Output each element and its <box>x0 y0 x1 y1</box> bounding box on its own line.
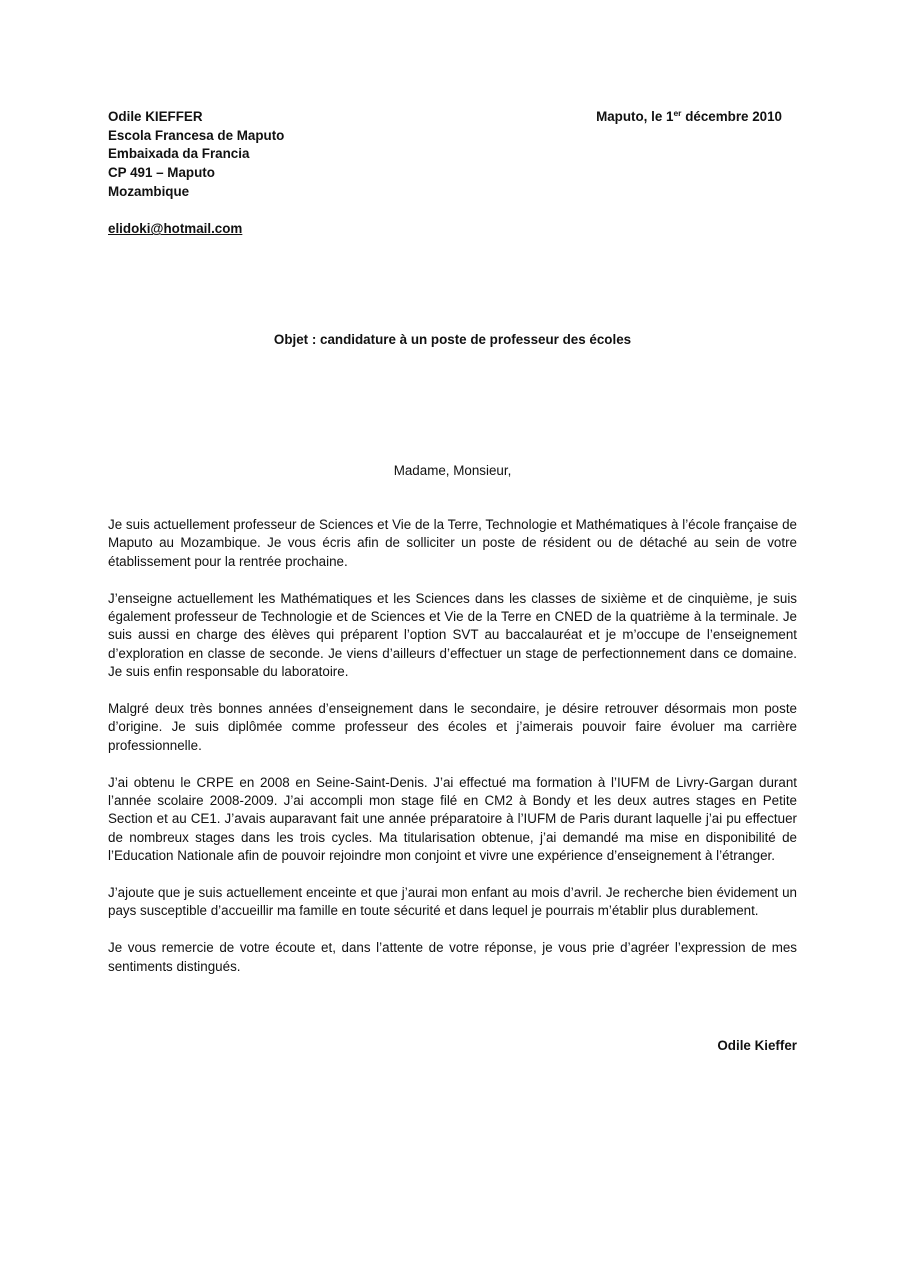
sender-name: Odile KIEFFER <box>108 109 203 124</box>
sender-block <box>108 108 468 239</box>
sender-postal-address: CP 491 – Maputo <box>108 165 215 181</box>
body-paragraph: J’enseigne actuellement les Mathématiques et les Sciences dans les classes de sixième et de cinquième, je suis également professeur de Technologie et de Sciences et Vie de la Terre en CNED de la quatrième à la terminale. Je suis aussi en charge des élèves qui préparent l’option SVT au baccalauréat et je m’occupe de l’enseignement d’exploration en classe de seconde. Je viens d’ailleurs d’effectuer un stage de perfectionnement dans ce domaine. Je suis enfin responsable du laboratoire. <box>108 590 797 680</box>
body-paragraph: Malgré deux très bonnes années d’enseignement dans le secondaire, je désire retrouver désormais mon poste d’origine. Je suis diplômée comme professeur des écoles et j’aimerais pouvoir faire évoluer ma carrière professionnelle. <box>108 701 797 753</box>
body-paragraph: Je suis actuellement professeur de Sciences et Vie de la Terre, Technologie et Mathématiques à l’école française de Maputo au Mozambique. Je vous écris afin de solliciter un poste de résident ou de détaché au sein de votre établissement pour la rentrée prochaine. <box>108 517 797 569</box>
sender-school: Escola Francesa de Maputo <box>108 127 285 143</box>
body-paragraph: J’ajoute que je suis actuellement enceinte et que j’aurai mon enfant au mois d’avril. Je recherche bien évidement un pays susceptible d’accueillir ma famille en toute sécurité et dans lequel je pourrais m’établir plus durablement. <box>108 885 797 919</box>
body-paragraph: J’ai obtenu le CRPE en 2008 en Seine-Saint-Denis. J’ai effectué ma formation à l’IUFM de Livry-Gargan durant l’année scolaire 2008-2009. J’ai accompli mon stage filé en CM2 à Bondy et les deux autres stages en Petite Section et au CE1. J’avais auparavant fait une année préparatoire à l’IUFM de Paris durant laquelle j’ai pu effectuer de nombreux stages dans les trois cycles. Ma titularisation obtenue, j’ai demandé ma mise en disponibilité de l’Education Nationale afin de pouvoir rejoindre mon conjoint et vivre une expérience d’enseignement à l’étranger. <box>108 774 797 864</box>
date-suffix: décembre 2010 <box>681 109 782 124</box>
body-paragraph: Je vous remercie de votre écoute et, dans l’attente de votre réponse, je vous prie d’agréer l’expression de mes sentiments distingués. <box>108 940 797 974</box>
sender-email-link[interactable]: elidoki@hotmail.com <box>108 221 243 237</box>
letter-salutation: Madame, Monsieur, <box>393 463 512 478</box>
date-superscript: er <box>673 108 682 118</box>
sender-country: Mozambique <box>108 183 190 199</box>
letter-body <box>108 516 797 994</box>
sender-embassy: Embaixada da Francia <box>108 146 250 162</box>
letter-signature: Odile Kieffer <box>717 1038 797 1053</box>
letter-date <box>560 108 782 127</box>
letter-subject: Objet : candidature à un poste de professeur des écoles <box>273 332 632 347</box>
date-prefix: Maputo, le 1 <box>596 109 674 124</box>
